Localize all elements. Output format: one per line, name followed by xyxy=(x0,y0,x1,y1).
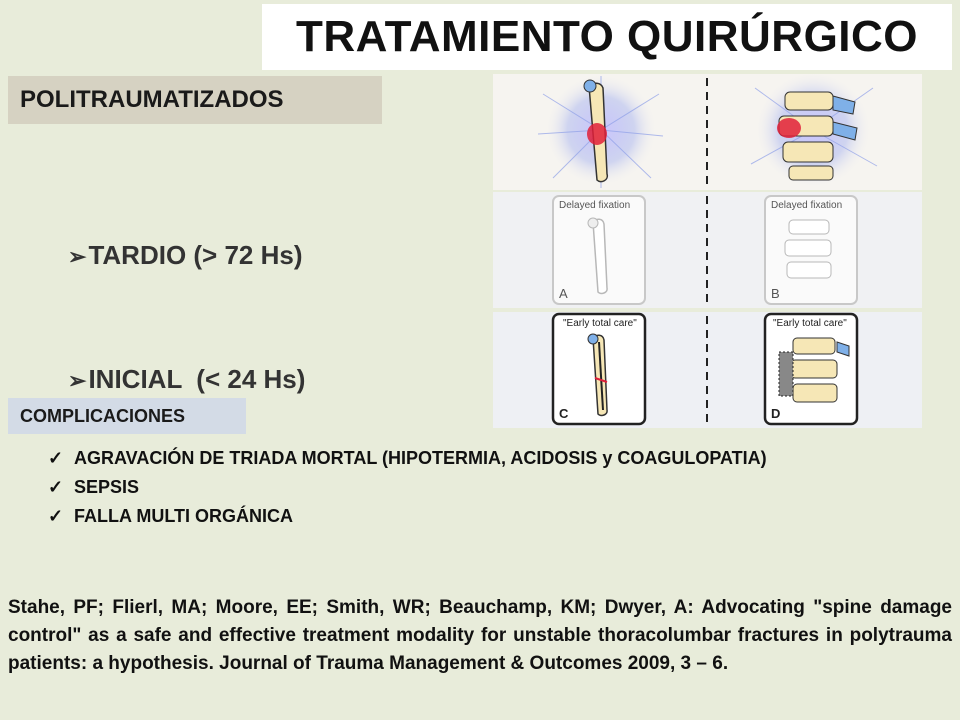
delayed-fixation-illustration xyxy=(493,192,922,308)
early-total-care-illustration xyxy=(493,312,922,428)
complications-list xyxy=(48,444,808,531)
figure-letter-a: A xyxy=(559,286,568,301)
figure-row-early xyxy=(493,312,922,428)
complications-label xyxy=(8,398,246,434)
complications-label-text: COMPLICACIONES xyxy=(20,405,186,426)
check-icon: ✓ xyxy=(48,448,64,468)
injury-illustration xyxy=(493,74,922,190)
section-label xyxy=(8,76,382,124)
list-item xyxy=(48,444,808,473)
arrow-bullet-icon: ➢ xyxy=(68,244,87,269)
check-icon: ✓ xyxy=(48,477,64,497)
bullet-inicial-text: INICIAL (< 24 Hs) xyxy=(88,364,306,394)
section-label-text: POLITRAUMATIZADOS xyxy=(20,86,284,113)
bullet-tardio-text: TARDIO (> 72 Hs) xyxy=(88,240,303,270)
list-item xyxy=(48,502,808,531)
figure-letter-b: B xyxy=(771,286,780,301)
delayed-label-left: Delayed fixation xyxy=(559,200,631,211)
bullet-tardio xyxy=(68,240,303,271)
list-item-text: FALLA MULTI ORGÁNICA xyxy=(74,506,293,526)
check-icon: ✓ xyxy=(48,506,64,526)
early-label-left: "Early total care" xyxy=(563,318,637,329)
arrow-bullet-icon: ➢ xyxy=(68,368,87,393)
figure-letter-d: D xyxy=(771,406,781,421)
reference-citation: Stahe, PF; Flierl, MA; Moore, EE; Smith, WR; Beauchamp, KM; Dwyer, A: Advocating "spine damage control" as a safe and effective treatment modality for unstable thoracolumbar fractures in polytrauma patients: a hypothesis. Journal of Trauma Management & Outcomes 2009, 3 – 6. xyxy=(8,597,952,674)
list-item-text: SEPSIS xyxy=(74,477,140,497)
figure-row-delayed xyxy=(493,192,922,308)
bullet-inicial xyxy=(68,364,305,395)
delayed-label-right: Delayed fixation xyxy=(771,200,843,211)
page-title: TRATAMIENTO QUIRÚRGICO xyxy=(295,12,919,61)
title-box xyxy=(262,4,952,70)
early-label-right: "Early total care" xyxy=(773,318,847,329)
figure-row-injury xyxy=(493,74,922,190)
figure-letter-c: C xyxy=(559,406,569,421)
list-item xyxy=(48,473,808,502)
list-item-text: AGRAVACIÓN DE TRIADA MORTAL (HIPOTERMIA, ACIDOSIS y COAGULOPATIA) xyxy=(74,448,767,468)
